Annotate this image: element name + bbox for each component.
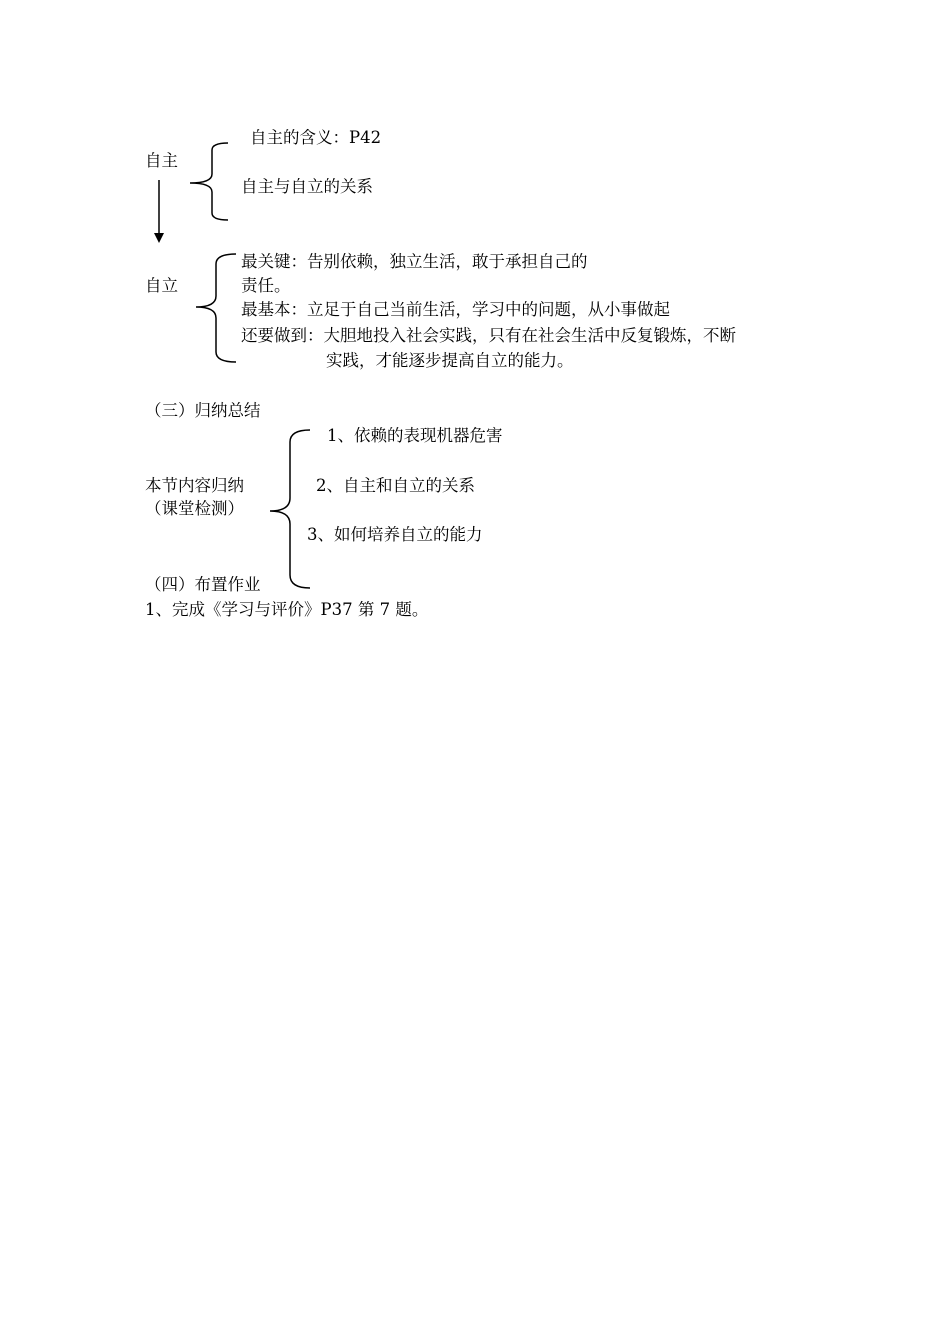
summary-heading: （三）归纳总结 [145, 401, 261, 420]
zili-label: 自立 [145, 276, 178, 295]
homework-heading: （四）布置作业 [145, 575, 261, 594]
zili-key-line: 最关键：告别依赖，独立生活，敢于承担自己的 [241, 252, 588, 271]
zili-key-line-cont: 责任。 [241, 276, 291, 295]
summary-item-2: 2、自主和自立的关系 [316, 476, 475, 495]
zili-also-line-cont: 实践，才能逐步提高自立的能力。 [326, 351, 574, 370]
zizhu-item-meaning: 自主的含义：P42 [250, 128, 382, 147]
zizhu-label: 自主 [145, 151, 178, 170]
summary-label: 本节内容归纳 [145, 476, 244, 495]
zizhu-item-relation: 自主与自立的关系 [241, 177, 373, 196]
summary-item-3: 3、如何培养自立的能力 [307, 525, 483, 544]
homework-item: 1、完成《学习与评价》P37 第 7 题。 [145, 600, 429, 619]
summary-sublabel: （课堂检测） [145, 499, 244, 518]
zili-also-line: 还要做到：大胆地投入社会实践，只有在社会生活中反复锻炼，不断 [241, 326, 736, 345]
zili-basic-line: 最基本：立足于自己当前生活，学习中的问题，从小事做起 [241, 300, 670, 319]
summary-item-1: 1、依赖的表现机器危害 [327, 426, 503, 445]
